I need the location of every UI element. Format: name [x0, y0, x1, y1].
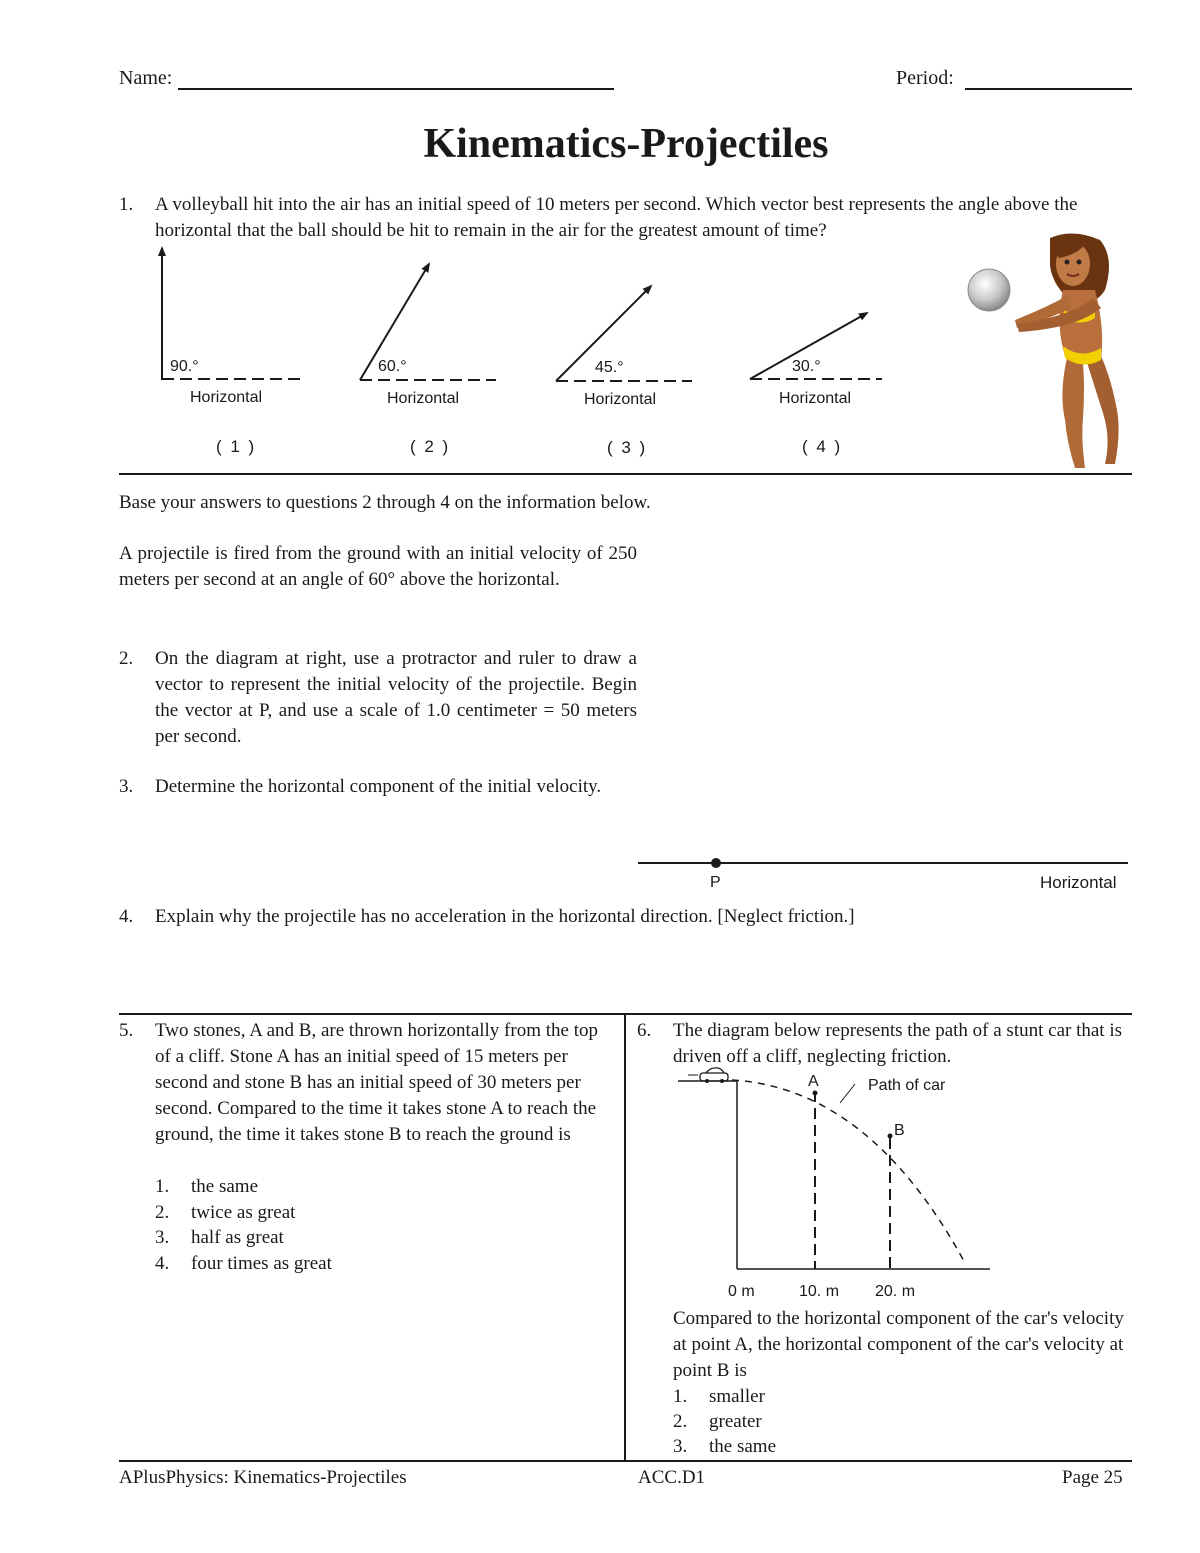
vector-1-angle: 90.° — [170, 358, 199, 375]
horizontal-axis-label: Horizontal — [1040, 873, 1117, 892]
path-of-car-label: Path of car — [868, 1077, 946, 1094]
page-title: Kinematics-Projectiles — [423, 121, 829, 167]
choice-number: 3. — [155, 1227, 170, 1248]
q5-text: Two stones, A and B, are thrown horizontally from the top of a cliff. Stone A has an initial speed of 15 meters per second and stone B has an initial speed of 30 meters per second. Compared to the time it takes stone A to reach the ground, the time it takes stone B to reach the ground is — [155, 1020, 598, 1145]
volleyball-player-illustration — [955, 228, 1125, 476]
footer-divider — [119, 1460, 1132, 1462]
q6-text: The diagram below represents the path of a stunt car that is driven off a cliff, neglecting friction. — [673, 1020, 1122, 1067]
vector-option-3 — [556, 286, 692, 457]
q2-text: On the diagram at right, use a protractor and ruler to draw a vector to represent the initial velocity of the projectile. Begin the vector at P, and use a scale of 1.0 centimeter = 50 meters per second. — [155, 648, 637, 747]
q3-number: 3. — [119, 776, 134, 797]
section-divider — [119, 473, 1132, 475]
q5-choice-3[interactable] — [155, 1225, 284, 1251]
car-path-curve — [732, 1080, 965, 1263]
vector-3-axis: Horizontal — [584, 391, 657, 408]
q5-choice-1[interactable] — [155, 1174, 258, 1200]
q5-choice-2[interactable] — [155, 1200, 295, 1226]
point-a-label: A — [808, 1073, 819, 1090]
footer-right: Page 25 — [1062, 1467, 1123, 1488]
tick-label-0m: 0 m — [728, 1283, 755, 1300]
choice-number: 2. — [155, 1202, 170, 1223]
choice-text: smaller — [709, 1386, 765, 1407]
volleyball-icon — [968, 269, 1010, 311]
point-p-label: P — [710, 874, 721, 891]
vector-4-angle: 30.° — [792, 358, 821, 375]
q6-question-text: Compared to the horizontal component of the car's velocity at point A, the horizontal component of the car's velocity at point B is — [673, 1308, 1124, 1381]
choice-text: twice as great — [191, 1202, 296, 1223]
base-info-text: Base your answers to questions 2 through 4 on the information below. — [119, 492, 651, 513]
period-label: Period: — [896, 67, 954, 89]
q5-number: 5. — [119, 1020, 134, 1041]
vector-3-angle: 45.° — [595, 359, 624, 376]
vector-4-axis: Horizontal — [779, 390, 852, 407]
vector-option-1 — [162, 248, 300, 456]
footer-center: ACC.D1 — [638, 1467, 706, 1488]
projectile-info-text: A projectile is fired from the ground with an initial velocity of 250 meters per second at an angle of 60° above the horizontal. — [119, 543, 637, 590]
footer-left: APlusPhysics: Kinematics-Projectiles — [119, 1467, 407, 1488]
q3-text: Determine the horizontal component of the initial velocity. — [155, 776, 602, 797]
choice-text: greater — [709, 1411, 762, 1432]
q1-number: 1. — [119, 194, 134, 215]
name-input-line[interactable] — [178, 88, 614, 90]
vector-2-axis: Horizontal — [387, 390, 460, 407]
vector-option-2 — [360, 264, 496, 456]
choice-number: 1. — [155, 1176, 170, 1197]
choice-text: the same — [191, 1176, 259, 1197]
tick-label-10m: 10. m — [799, 1283, 840, 1300]
stunt-car-diagram — [670, 1066, 1000, 1306]
q1-text: A volleyball hit into the air has an initial speed of 10 meters per second. Which vector best represents the angle above the horizontal that the ball should be hit to remain in the air for the greatest amount of time? — [155, 194, 1078, 241]
point-b-dot — [888, 1134, 893, 1139]
point-p-diagram — [636, 850, 1136, 895]
q6-number: 6. — [637, 1020, 652, 1041]
tick-label-20m: 20. m — [875, 1283, 916, 1300]
choice-number: 1. — [673, 1386, 688, 1407]
name-label: Name: — [119, 67, 173, 89]
column-divider — [624, 1014, 626, 1460]
q4-number: 4. — [119, 906, 134, 927]
period-input-line[interactable] — [965, 88, 1132, 90]
q5-choice-4[interactable] — [155, 1251, 332, 1277]
vector-4-label: ( 4 ) — [802, 437, 843, 456]
q6-choice-1[interactable] — [673, 1384, 765, 1410]
choice-text: four times as great — [191, 1253, 332, 1274]
vector-3-label: ( 3 ) — [607, 438, 648, 457]
choice-number: 2. — [673, 1411, 688, 1432]
choice-number: 3. — [673, 1436, 688, 1457]
q2-number: 2. — [119, 648, 134, 669]
q1-vector-diagrams — [0, 240, 900, 470]
choice-text: the same — [709, 1436, 777, 1457]
vector-option-4 — [750, 313, 882, 456]
point-p-dot — [711, 858, 721, 868]
q6-choice-2[interactable] — [673, 1409, 762, 1435]
choice-number: 4. — [155, 1253, 170, 1274]
path-label-pointer — [840, 1084, 855, 1103]
vector-1-axis: Horizontal — [190, 389, 263, 406]
choice-text: half as great — [191, 1227, 284, 1248]
point-a-dot — [813, 1091, 818, 1096]
vector-2-angle: 60.° — [378, 358, 407, 375]
q6-choice-3[interactable] — [673, 1434, 776, 1460]
vector-2-label: ( 2 ) — [410, 437, 451, 456]
q4-text: Explain why the projectile has no acceleration in the horizontal direction. [Neglect friction.] — [155, 906, 855, 927]
point-b-label: B — [894, 1122, 905, 1139]
vector-1-label: ( 1 ) — [216, 437, 257, 456]
